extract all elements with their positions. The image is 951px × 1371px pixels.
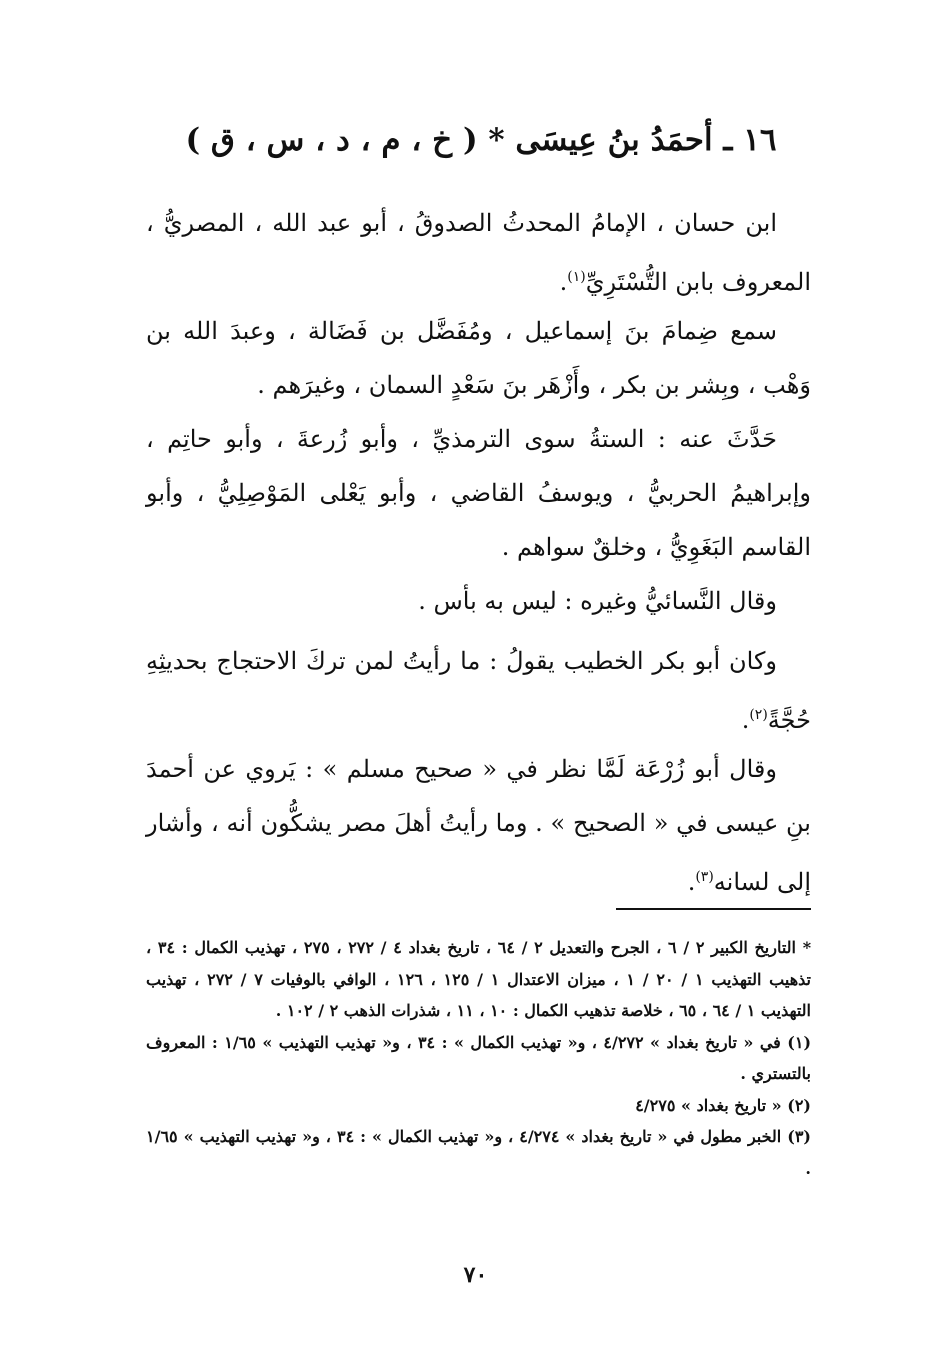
footnote-3: (٣) الخبر مطول في « تاريخ بغداد » ٤/٢٧٤ ، و« تهذيب الكمال » : ٣٤ ، و« تهذيب التهذيب » ١/٦٥ . — [146, 1127, 811, 1178]
footnote-marker: (٢) — [749, 707, 768, 723]
footnote-marker: (٣) — [695, 869, 714, 885]
paragraph-text: ابن حسان ، الإمامُ المحدثُ الصدوقُ ، أبو عبد الله ، المصريُّ ، المعروف بابن التُّسْتَرِيِّ — [146, 209, 811, 296]
paragraph-lineage — [146, 196, 811, 309]
paragraph-abu-zura — [146, 742, 811, 909]
paragraph-teachers — [146, 304, 811, 412]
entry-heading: ١٦ ـ أحمَدُ بنُ عِيسَى * ( خ ، م ، د ، س ، ق ) — [185, 122, 777, 158]
footnote-1: (١) في « تاريخ بغداد » ٤/٢٧٢ ، و« تهذيب الكمال » : ٣٤ ، و« تهذيب التهذيب » ١/٦٥ : المعروف بالتستري . — [146, 1032, 812, 1083]
paragraph-khatib — [146, 634, 811, 747]
paragraph-students — [146, 412, 811, 574]
paragraph-text: وكان أبو بكر الخطيب يقولُ : ما رأيتُ لمن تركَ الاحتجاج بحديثِهِ حُجَّةً — [146, 647, 811, 734]
paragraph-text: سمع ضِمامَ بنَ إسماعيل ، ومُفَضَّل بن فَضَالة ، وعبدَ الله بن وَهْب ، وبِشر بن بكر ، وأَزْهَر بنَ سَعْدٍ السمان ، وغيرَهم . — [146, 317, 811, 399]
paragraph-nasai — [146, 574, 811, 628]
paragraph-text: وقال أبو زُرْعَة لَمَّا نظر في « صحيح مسلم » : يَروي عن أحمدَ بنِ عيسى في « الصحيح » . وما رأيتُ أهلَ مصر يشكُّون أنه ، وأشار إلى لسانه — [146, 755, 811, 896]
footnote-sources: * التاريخ الكبير ٢ / ٦ ، الجرح والتعديل ٢ / ٦٤ ، تاريخ بغداد ٤ / ٢٧٢ ، ٢٧٥ ، تهذيب الكمال : ٣٤ ، تذهيب التهذيب ١ / ٢٠ / ١ ، ميزان الاعتدال ١ / ١٢٥ ، ١٢٦ ، الوافي بالوفيات ٧ / ٢٧٢ ، تهذيب التهذيب ١ / ٦٤ ، ٦٥ ، خلاصة تذهيب الكمال : ١٠ ، ١١ ، شذرات الذهب ٢ / ١٠٢ . — [146, 938, 812, 1020]
paragraph-tail: . — [559, 268, 568, 296]
paragraph-tail: . — [687, 868, 696, 896]
page-number: ٧٠ — [463, 1262, 488, 1288]
footnote-marker: (١) — [567, 269, 586, 285]
footnote-divider — [616, 908, 811, 910]
footnote-2: (٢) « تاريخ بغداد » ٤/٢٧٥ — [635, 1095, 811, 1115]
paragraph-text: وقال النَّسائيُّ وغيره : ليس به بأس . — [418, 587, 777, 615]
footnotes — [146, 932, 811, 1184]
paragraph-tail: . — [741, 706, 750, 734]
paragraph-text: حَدَّثَ عنه : الستةُ سوى الترمذيِّ ، وأبو زُرعةَ ، وأبو حاتِم ، وإبراهيمُ الحربيُّ ، ويوسفُ القاضي ، وأبو يَعْلى المَوْصِلِيُّ ، وأبو القاسم البَغَوِيُّ ، وخلقٌ سواهم . — [146, 425, 811, 561]
